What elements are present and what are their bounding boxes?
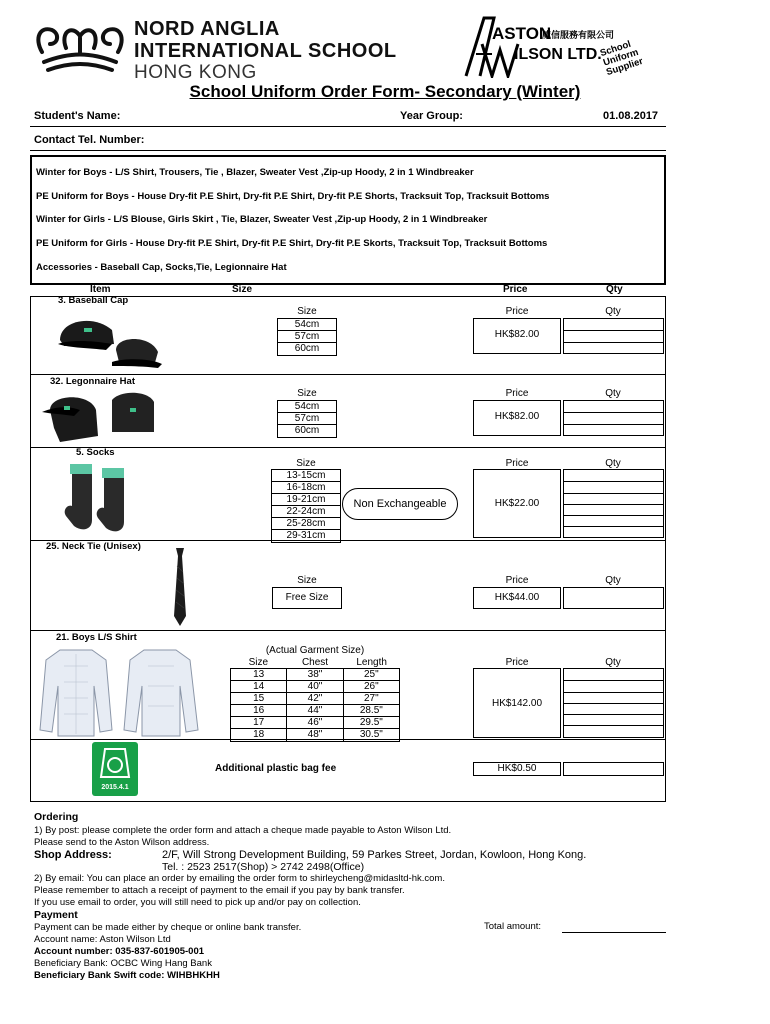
cell-length: 30.5" [359, 729, 383, 740]
col-qty: Qty [606, 284, 623, 295]
crown-icon [30, 18, 130, 78]
col-size: Size [232, 284, 253, 295]
cell-chest: 40" [287, 681, 343, 692]
bag-qty-input[interactable] [563, 762, 664, 776]
category-item: Accessories - Baseball Cap, Socks,Tie, Legionnaire Hat [36, 262, 287, 273]
header-size: Size [248, 657, 269, 668]
category-item: Winter for Girls - L/S Blouse, Girls Skirt , Tie, Blazer, Sweater Vest ,Zip-up Hoody, 2 in 1 Windbreaker [36, 214, 488, 225]
payment-line: Account name: Aston Wilson Ltd [34, 934, 171, 945]
item-name: 32. Legonnaire Hat [50, 376, 135, 387]
cell-size: 18 [231, 729, 287, 741]
ordering-line: 2) By email: You can place an order by emailing the order form to shirleycheng@midasltd-hk.com. [34, 873, 445, 884]
item-name: 3. Baseball Cap [58, 295, 129, 306]
bag-fee-label: Additional plastic bag fee [215, 763, 337, 774]
table-row[interactable] [231, 717, 399, 729]
payment-line: Payment can be made either by cheque or online bank transfer. [34, 922, 302, 933]
ordering-heading: Ordering [34, 811, 79, 823]
contact-label: Contact Tel. Number: [34, 134, 145, 146]
year-group-label: Year Group: [400, 110, 463, 122]
cell-size: 16 [231, 705, 287, 716]
cell-chest: 42" [287, 693, 343, 704]
ordering-line: 1) By post: please complete the order form and attach a cheque made payable to Aston Wilson Ltd. [34, 825, 452, 836]
qty-input[interactable] [563, 318, 664, 354]
supplier-name-b: ILSON LTD. [514, 46, 602, 63]
price-header: Price [505, 458, 529, 469]
uniform-categories [30, 155, 666, 285]
page-title: School Uniform Order Form- Secondary (Winter) [189, 82, 581, 101]
size-option[interactable]: 22-24cm [272, 506, 340, 518]
bag-price: HK$0.50 [497, 763, 537, 774]
cell-chest: 46" [287, 717, 343, 728]
category-item: Winter for Boys - L/S Shirt, Trousers, Tie , Blazer, Sweater Vest ,Zip-up Hoody, 2 in 1 Windbreaker [36, 167, 474, 178]
size-header: Size [297, 388, 317, 399]
item-name: 25. Neck Tie (Unisex) [46, 541, 141, 552]
item-name: 21. Boys L/S Shirt [56, 632, 137, 643]
ordering-line: If you use email to order, you will still need to pick up and/or pay on collection. [34, 897, 361, 908]
cell-chest: 44" [287, 705, 343, 716]
category-item: PE Uniform for Boys - House Dry-fit P.E Shirt, Dry-fit P.E Shirt, Dry-fit P.E Shorts, Tracksuit Top, Tracksuit Bottoms [36, 191, 550, 202]
size-table [277, 318, 337, 356]
cell-length: 27" [363, 693, 379, 704]
price-header: Price [505, 657, 529, 668]
supplier-name-a: ASTON [492, 24, 552, 43]
col-item: Item [90, 284, 111, 295]
cell-size: 15 [231, 693, 287, 704]
qty-header: Qty [605, 388, 621, 399]
student-name-label: Student's Name: [34, 110, 121, 122]
table-row[interactable] [231, 669, 399, 681]
price-header: Price [505, 388, 529, 399]
item-price: HK$82.00 [494, 411, 540, 422]
payment-line: Beneficiary Bank: OCBC Wing Hang Bank [34, 958, 212, 969]
total-amount-label: Total amount: [484, 921, 542, 932]
size-option[interactable]: 29-31cm [286, 530, 326, 541]
table-row[interactable] [231, 705, 399, 717]
size-option[interactable]: 54cm [278, 401, 336, 413]
qty-header: Qty [605, 657, 621, 668]
size-option[interactable]: 54cm [278, 319, 336, 331]
header-chest: Chest [301, 657, 329, 668]
qty-header: Qty [605, 575, 621, 586]
school-name-line3: HONG KONG [134, 62, 257, 83]
supplier-name-cn: 威信服務有限公司 [542, 30, 615, 40]
shirt-icon [36, 646, 204, 738]
school-name-line1: NORD ANGLIA [134, 18, 280, 40]
cell-size: 17 [231, 717, 287, 728]
socks-icon [62, 460, 142, 536]
shirt-table-headers [230, 657, 400, 668]
supplier-logo [462, 14, 672, 78]
size-table [277, 400, 337, 438]
swift-code: Beneficiary Bank Swift code: WIHBHKHH [34, 970, 220, 981]
supplier-tag: School Uniform Supplier [598, 38, 645, 79]
cell-length: 29.5" [359, 717, 383, 728]
recycle-bag-icon [97, 745, 133, 781]
account-number: Account number: 035-837-601905-001 [34, 946, 205, 957]
table-row[interactable] [231, 681, 399, 693]
size-option[interactable]: 25-28cm [272, 518, 340, 530]
shop-address: 2/F, Will Strong Development Building, 59 Parkes Street, Jordan, Kowloon, Hong Kong. [162, 849, 587, 861]
garment-size-caption: (Actual Garment Size) [265, 645, 365, 656]
school-name-line2: INTERNATIONAL SCHOOL [134, 40, 397, 62]
table-row[interactable] [231, 693, 399, 705]
ordering-line: Please remember to attach a receipt of payment to the email if you pay by bank transfer. [34, 885, 405, 896]
size-option[interactable]: Free Size [285, 592, 329, 603]
size-option[interactable]: 13-15cm [272, 470, 340, 482]
neck-tie-icon [168, 546, 192, 628]
col-price: Price [503, 284, 528, 295]
shirt-size-table [230, 668, 400, 742]
size-table [272, 587, 342, 609]
qty-input[interactable] [563, 400, 664, 436]
badge-date: 2015.4.1 [101, 784, 129, 791]
cell-size: 13 [231, 669, 287, 680]
item-price: HK$142.00 [491, 698, 543, 709]
price-header: Price [505, 306, 529, 317]
header-length: Length [356, 657, 387, 668]
qty-header: Qty [605, 458, 621, 469]
cell-chest: 48" [287, 729, 343, 741]
size-option[interactable]: 19-21cm [272, 494, 340, 506]
qty-input[interactable] [563, 469, 664, 538]
size-option[interactable]: 60cm [294, 343, 320, 354]
total-amount-field[interactable] [562, 932, 666, 933]
non-exchangeable-badge: Non Exchangeable [342, 488, 458, 520]
size-option[interactable]: 60cm [294, 425, 320, 436]
cell-size: 14 [231, 681, 287, 692]
cell-chest: 38" [287, 669, 343, 680]
qty-header: Qty [605, 306, 621, 317]
category-item: PE Uniform for Girls - House Dry-fit P.E Shirt, Dry-fit P.E Shirt, Dry-fit P.E Skorts, Tracksuit Top, Tracksuit Bottoms [36, 238, 548, 249]
size-header: Size [296, 458, 316, 469]
item-name: 5. Socks [76, 447, 115, 458]
green-label-logo [92, 742, 138, 796]
qty-input[interactable] [563, 668, 664, 738]
legionnaire-hat-icon [40, 388, 160, 444]
size-table [271, 469, 341, 543]
price-header: Price [505, 575, 529, 586]
school-logo [30, 14, 410, 83]
payment-heading: Payment [34, 909, 78, 921]
baseball-cap-icon [54, 310, 164, 370]
cell-length: 25" [363, 669, 379, 680]
shop-tel: Tel. : 2523 2517(Shop) > 2742 2498(Office) [162, 861, 365, 873]
cell-length: 28.5" [359, 705, 383, 716]
qty-input[interactable] [563, 587, 664, 609]
form-date: 01.08.2017 [603, 110, 659, 122]
size-header: Size [297, 306, 317, 317]
table-row[interactable] [231, 729, 399, 741]
item-price: HK$82.00 [494, 329, 540, 340]
size-option[interactable]: 16-18cm [272, 482, 340, 494]
ordering-line: Please send to the Aston Wilson address. [34, 837, 210, 848]
size-option[interactable]: 57cm [278, 413, 336, 425]
shop-address-label: Shop Address: [34, 849, 112, 861]
cell-length: 26" [363, 681, 379, 692]
item-price: HK$44.00 [494, 592, 540, 603]
size-option[interactable]: 57cm [278, 331, 336, 343]
item-price: HK$22.00 [494, 498, 540, 509]
size-header: Size [297, 575, 317, 586]
